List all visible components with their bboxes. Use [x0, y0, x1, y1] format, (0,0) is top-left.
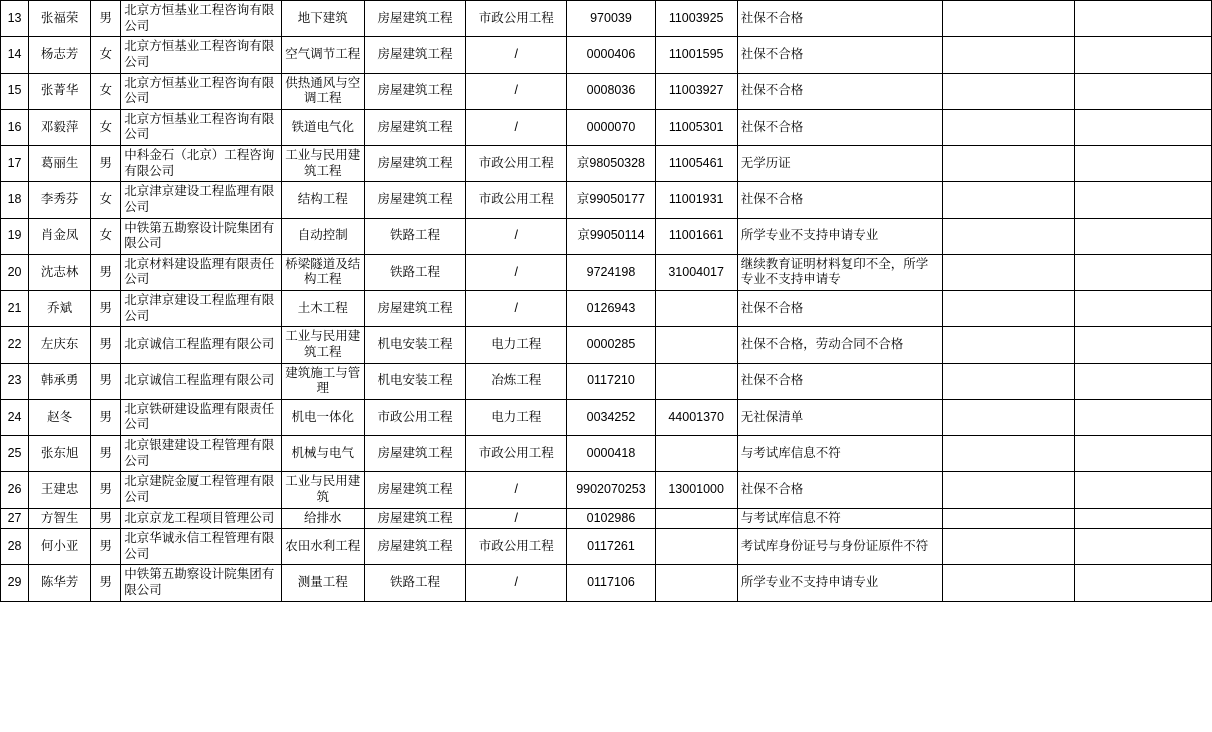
cell-name: 韩承勇 — [29, 363, 91, 399]
cell-org: 北京方恒基业工程咨询有限公司 — [121, 73, 281, 109]
table-row — [1, 1, 1212, 37]
cell-index: 16 — [1, 109, 29, 145]
table-row — [1, 146, 1212, 182]
cell-category2: 冶炼工程 — [466, 363, 567, 399]
cell-sex: 男 — [91, 291, 121, 327]
cell-blank1 — [943, 399, 1074, 435]
cell-blank1 — [943, 529, 1074, 565]
table-row — [1, 218, 1212, 254]
cell-category2: 市政公用工程 — [466, 182, 567, 218]
cell-number2: 11001931 — [655, 182, 737, 218]
cell-blank1 — [943, 363, 1074, 399]
cell-major: 工业与民用建筑工程 — [281, 146, 364, 182]
cell-number2 — [655, 565, 737, 601]
cell-blank2 — [1074, 508, 1211, 529]
cell-blank1 — [943, 182, 1074, 218]
cell-note: 无社保清单 — [737, 399, 943, 435]
cell-number1: 0000406 — [567, 37, 655, 73]
cell-sex: 男 — [91, 565, 121, 601]
table-row — [1, 472, 1212, 508]
cell-index: 25 — [1, 436, 29, 472]
cell-category2: / — [466, 508, 567, 529]
cell-name: 张福荣 — [29, 1, 91, 37]
cell-blank1 — [943, 109, 1074, 145]
cell-category1: 房屋建筑工程 — [364, 291, 465, 327]
cell-number1: 9724198 — [567, 254, 655, 290]
cell-blank2 — [1074, 146, 1211, 182]
cell-index: 18 — [1, 182, 29, 218]
cell-number2: 31004017 — [655, 254, 737, 290]
cell-category1: 铁路工程 — [364, 254, 465, 290]
cell-index: 20 — [1, 254, 29, 290]
cell-category2: 市政公用工程 — [466, 436, 567, 472]
cell-number1: 0000418 — [567, 436, 655, 472]
cell-index: 28 — [1, 529, 29, 565]
cell-blank1 — [943, 436, 1074, 472]
cell-number2 — [655, 363, 737, 399]
cell-category1: 市政公用工程 — [364, 399, 465, 435]
cell-number1: 京99050114 — [567, 218, 655, 254]
cell-note: 社保不合格 — [737, 109, 943, 145]
cell-blank1 — [943, 565, 1074, 601]
cell-number2: 11005461 — [655, 146, 737, 182]
cell-index: 14 — [1, 37, 29, 73]
cell-blank2 — [1074, 182, 1211, 218]
cell-blank2 — [1074, 291, 1211, 327]
cell-org: 北京津京建设工程监理有限公司 — [121, 291, 281, 327]
cell-index: 23 — [1, 363, 29, 399]
table-row — [1, 529, 1212, 565]
cell-category1: 房屋建筑工程 — [364, 109, 465, 145]
cell-sex: 男 — [91, 529, 121, 565]
cell-note: 社保不合格 — [737, 37, 943, 73]
cell-major: 建筑施工与管理 — [281, 363, 364, 399]
cell-org: 中铁第五勘察设计院集团有限公司 — [121, 565, 281, 601]
cell-blank1 — [943, 327, 1074, 363]
cell-blank1 — [943, 1, 1074, 37]
cell-note: 所学专业不支持申请专业 — [737, 565, 943, 601]
cell-number2: 11003927 — [655, 73, 737, 109]
table-row — [1, 291, 1212, 327]
cell-number2: 44001370 — [655, 399, 737, 435]
cell-major: 桥梁隧道及结构工程 — [281, 254, 364, 290]
cell-note: 继续教育证明材料复印不全，所学专业不支持申请专 — [737, 254, 943, 290]
cell-index: 29 — [1, 565, 29, 601]
cell-major: 农田水利工程 — [281, 529, 364, 565]
table-row — [1, 109, 1212, 145]
cell-org: 北京诚信工程监理有限公司 — [121, 327, 281, 363]
cell-major: 工业与民用建筑工程 — [281, 327, 364, 363]
cell-category1: 机电安装工程 — [364, 363, 465, 399]
cell-major: 空气调节工程 — [281, 37, 364, 73]
cell-name: 沈志林 — [29, 254, 91, 290]
cell-org: 中铁第五勘察设计院集团有限公司 — [121, 218, 281, 254]
cell-note: 社保不合格，劳动合同不合格 — [737, 327, 943, 363]
cell-sex: 女 — [91, 218, 121, 254]
cell-name: 张菁华 — [29, 73, 91, 109]
cell-org: 北京诚信工程监理有限公司 — [121, 363, 281, 399]
cell-number2 — [655, 436, 737, 472]
cell-category2: / — [466, 218, 567, 254]
cell-index: 27 — [1, 508, 29, 529]
cell-number1: 0000070 — [567, 109, 655, 145]
cell-org: 北京方恒基业工程咨询有限公司 — [121, 37, 281, 73]
cell-index: 15 — [1, 73, 29, 109]
cell-category2: 电力工程 — [466, 327, 567, 363]
cell-sex: 男 — [91, 436, 121, 472]
cell-sex: 男 — [91, 508, 121, 529]
cell-category1: 房屋建筑工程 — [364, 1, 465, 37]
cell-blank1 — [943, 146, 1074, 182]
cell-name: 方智生 — [29, 508, 91, 529]
cell-note: 社保不合格 — [737, 182, 943, 218]
cell-sex: 女 — [91, 109, 121, 145]
table-row — [1, 399, 1212, 435]
cell-major: 机械与电气 — [281, 436, 364, 472]
cell-major: 供热通风与空调工程 — [281, 73, 364, 109]
cell-major: 土木工程 — [281, 291, 364, 327]
cell-category1: 房屋建筑工程 — [364, 73, 465, 109]
cell-blank2 — [1074, 1, 1211, 37]
cell-index: 22 — [1, 327, 29, 363]
cell-index: 24 — [1, 399, 29, 435]
cell-category1: 房屋建筑工程 — [364, 529, 465, 565]
cell-blank1 — [943, 218, 1074, 254]
cell-blank1 — [943, 508, 1074, 529]
table-row — [1, 508, 1212, 529]
cell-category2: 市政公用工程 — [466, 529, 567, 565]
cell-blank2 — [1074, 363, 1211, 399]
cell-blank2 — [1074, 37, 1211, 73]
cell-name: 陈华芳 — [29, 565, 91, 601]
cell-number2 — [655, 529, 737, 565]
cell-org: 北京材料建设监理有限责任公司 — [121, 254, 281, 290]
cell-blank1 — [943, 291, 1074, 327]
cell-number1: 9902070253 — [567, 472, 655, 508]
cell-category1: 房屋建筑工程 — [364, 472, 465, 508]
cell-category1: 房屋建筑工程 — [364, 146, 465, 182]
cell-name: 何小亚 — [29, 529, 91, 565]
table-row — [1, 327, 1212, 363]
cell-category1: 机电安装工程 — [364, 327, 465, 363]
cell-index: 17 — [1, 146, 29, 182]
cell-sex: 女 — [91, 37, 121, 73]
cell-name: 左庆东 — [29, 327, 91, 363]
cell-number2: 11001595 — [655, 37, 737, 73]
cell-category2: 电力工程 — [466, 399, 567, 435]
cell-blank2 — [1074, 109, 1211, 145]
cell-major: 自动控制 — [281, 218, 364, 254]
cell-number1: 0034252 — [567, 399, 655, 435]
cell-number1: 0117261 — [567, 529, 655, 565]
cell-org: 北京方恒基业工程咨询有限公司 — [121, 109, 281, 145]
cell-name: 葛丽生 — [29, 146, 91, 182]
cell-sex: 男 — [91, 327, 121, 363]
cell-note: 社保不合格 — [737, 73, 943, 109]
cell-category1: 铁路工程 — [364, 565, 465, 601]
cell-blank1 — [943, 254, 1074, 290]
cell-blank2 — [1074, 218, 1211, 254]
cell-org: 北京华诚永信工程管理有限公司 — [121, 529, 281, 565]
cell-sex: 男 — [91, 146, 121, 182]
cell-sex: 男 — [91, 1, 121, 37]
table-row — [1, 254, 1212, 290]
cell-category2: / — [466, 472, 567, 508]
table-row — [1, 436, 1212, 472]
cell-org: 北京建院金厦工程管理有限公司 — [121, 472, 281, 508]
cell-number1: 0126943 — [567, 291, 655, 327]
cell-blank2 — [1074, 565, 1211, 601]
cell-category1: 房屋建筑工程 — [364, 37, 465, 73]
cell-blank2 — [1074, 529, 1211, 565]
cell-sex: 女 — [91, 73, 121, 109]
cell-name: 张东旭 — [29, 436, 91, 472]
cell-index: 13 — [1, 1, 29, 37]
cell-number1: 0008036 — [567, 73, 655, 109]
cell-category2: / — [466, 565, 567, 601]
cell-category2: 市政公用工程 — [466, 1, 567, 37]
cell-category1: 房屋建筑工程 — [364, 436, 465, 472]
table-row — [1, 37, 1212, 73]
cell-org: 北京银建建设工程管理有限公司 — [121, 436, 281, 472]
cell-blank2 — [1074, 436, 1211, 472]
cell-category2: / — [466, 109, 567, 145]
cell-number1: 0102986 — [567, 508, 655, 529]
cell-sex: 男 — [91, 254, 121, 290]
cell-note: 无学历证 — [737, 146, 943, 182]
cell-category1: 铁路工程 — [364, 218, 465, 254]
cell-number2: 13001000 — [655, 472, 737, 508]
cell-category2: / — [466, 37, 567, 73]
cell-org: 北京方恒基业工程咨询有限公司 — [121, 1, 281, 37]
cell-major: 铁道电气化 — [281, 109, 364, 145]
cell-number2 — [655, 291, 737, 327]
cell-major: 地下建筑 — [281, 1, 364, 37]
cell-name: 乔斌 — [29, 291, 91, 327]
cell-index: 21 — [1, 291, 29, 327]
table-row — [1, 182, 1212, 218]
cell-sex: 女 — [91, 182, 121, 218]
cell-blank2 — [1074, 399, 1211, 435]
cell-blank2 — [1074, 327, 1211, 363]
cell-note: 社保不合格 — [737, 363, 943, 399]
cell-number1: 970039 — [567, 1, 655, 37]
cell-name: 杨志芳 — [29, 37, 91, 73]
cell-number1: 0117210 — [567, 363, 655, 399]
cell-name: 邓毅萍 — [29, 109, 91, 145]
cell-note: 社保不合格 — [737, 472, 943, 508]
table-row — [1, 565, 1212, 601]
cell-major: 测量工程 — [281, 565, 364, 601]
cell-major: 结构工程 — [281, 182, 364, 218]
cell-category2: / — [466, 291, 567, 327]
cell-note: 社保不合格 — [737, 291, 943, 327]
cell-major: 机电一体化 — [281, 399, 364, 435]
cell-number1: 0117106 — [567, 565, 655, 601]
cell-blank2 — [1074, 254, 1211, 290]
cell-blank1 — [943, 73, 1074, 109]
cell-number2: 11003925 — [655, 1, 737, 37]
cell-index: 26 — [1, 472, 29, 508]
cell-name: 肖金凤 — [29, 218, 91, 254]
cell-blank2 — [1074, 73, 1211, 109]
cell-number2: 11001661 — [655, 218, 737, 254]
cell-org: 中科金石（北京）工程咨询有限公司 — [121, 146, 281, 182]
cell-number2 — [655, 508, 737, 529]
cell-number2: 11005301 — [655, 109, 737, 145]
cell-number2 — [655, 327, 737, 363]
cell-note: 考试库身份证号与身份证原件不符 — [737, 529, 943, 565]
cell-number1: 京99050177 — [567, 182, 655, 218]
cell-note: 与考试库信息不符 — [737, 436, 943, 472]
table-row — [1, 363, 1212, 399]
cell-note: 所学专业不支持申请专业 — [737, 218, 943, 254]
cell-org: 北京铁研建设监理有限责任公司 — [121, 399, 281, 435]
cell-category2: / — [466, 73, 567, 109]
cell-blank2 — [1074, 472, 1211, 508]
cell-name: 赵冬 — [29, 399, 91, 435]
cell-category1: 房屋建筑工程 — [364, 182, 465, 218]
cell-blank1 — [943, 472, 1074, 508]
cell-org: 北京津京建设工程监理有限公司 — [121, 182, 281, 218]
cell-note: 与考试库信息不符 — [737, 508, 943, 529]
cell-sex: 男 — [91, 363, 121, 399]
cell-blank1 — [943, 37, 1074, 73]
cell-note: 社保不合格 — [737, 1, 943, 37]
cell-category2: 市政公用工程 — [466, 146, 567, 182]
cell-major: 给排水 — [281, 508, 364, 529]
cell-org: 北京京龙工程项目管理公司 — [121, 508, 281, 529]
cell-sex: 男 — [91, 399, 121, 435]
cell-major: 工业与民用建筑 — [281, 472, 364, 508]
cell-category1: 房屋建筑工程 — [364, 508, 465, 529]
cell-category2: / — [466, 254, 567, 290]
cell-number1: 京98050328 — [567, 146, 655, 182]
cell-number1: 0000285 — [567, 327, 655, 363]
table-row — [1, 73, 1212, 109]
cell-index: 19 — [1, 218, 29, 254]
cell-sex: 男 — [91, 472, 121, 508]
cell-name: 王建忠 — [29, 472, 91, 508]
cell-name: 李秀芬 — [29, 182, 91, 218]
